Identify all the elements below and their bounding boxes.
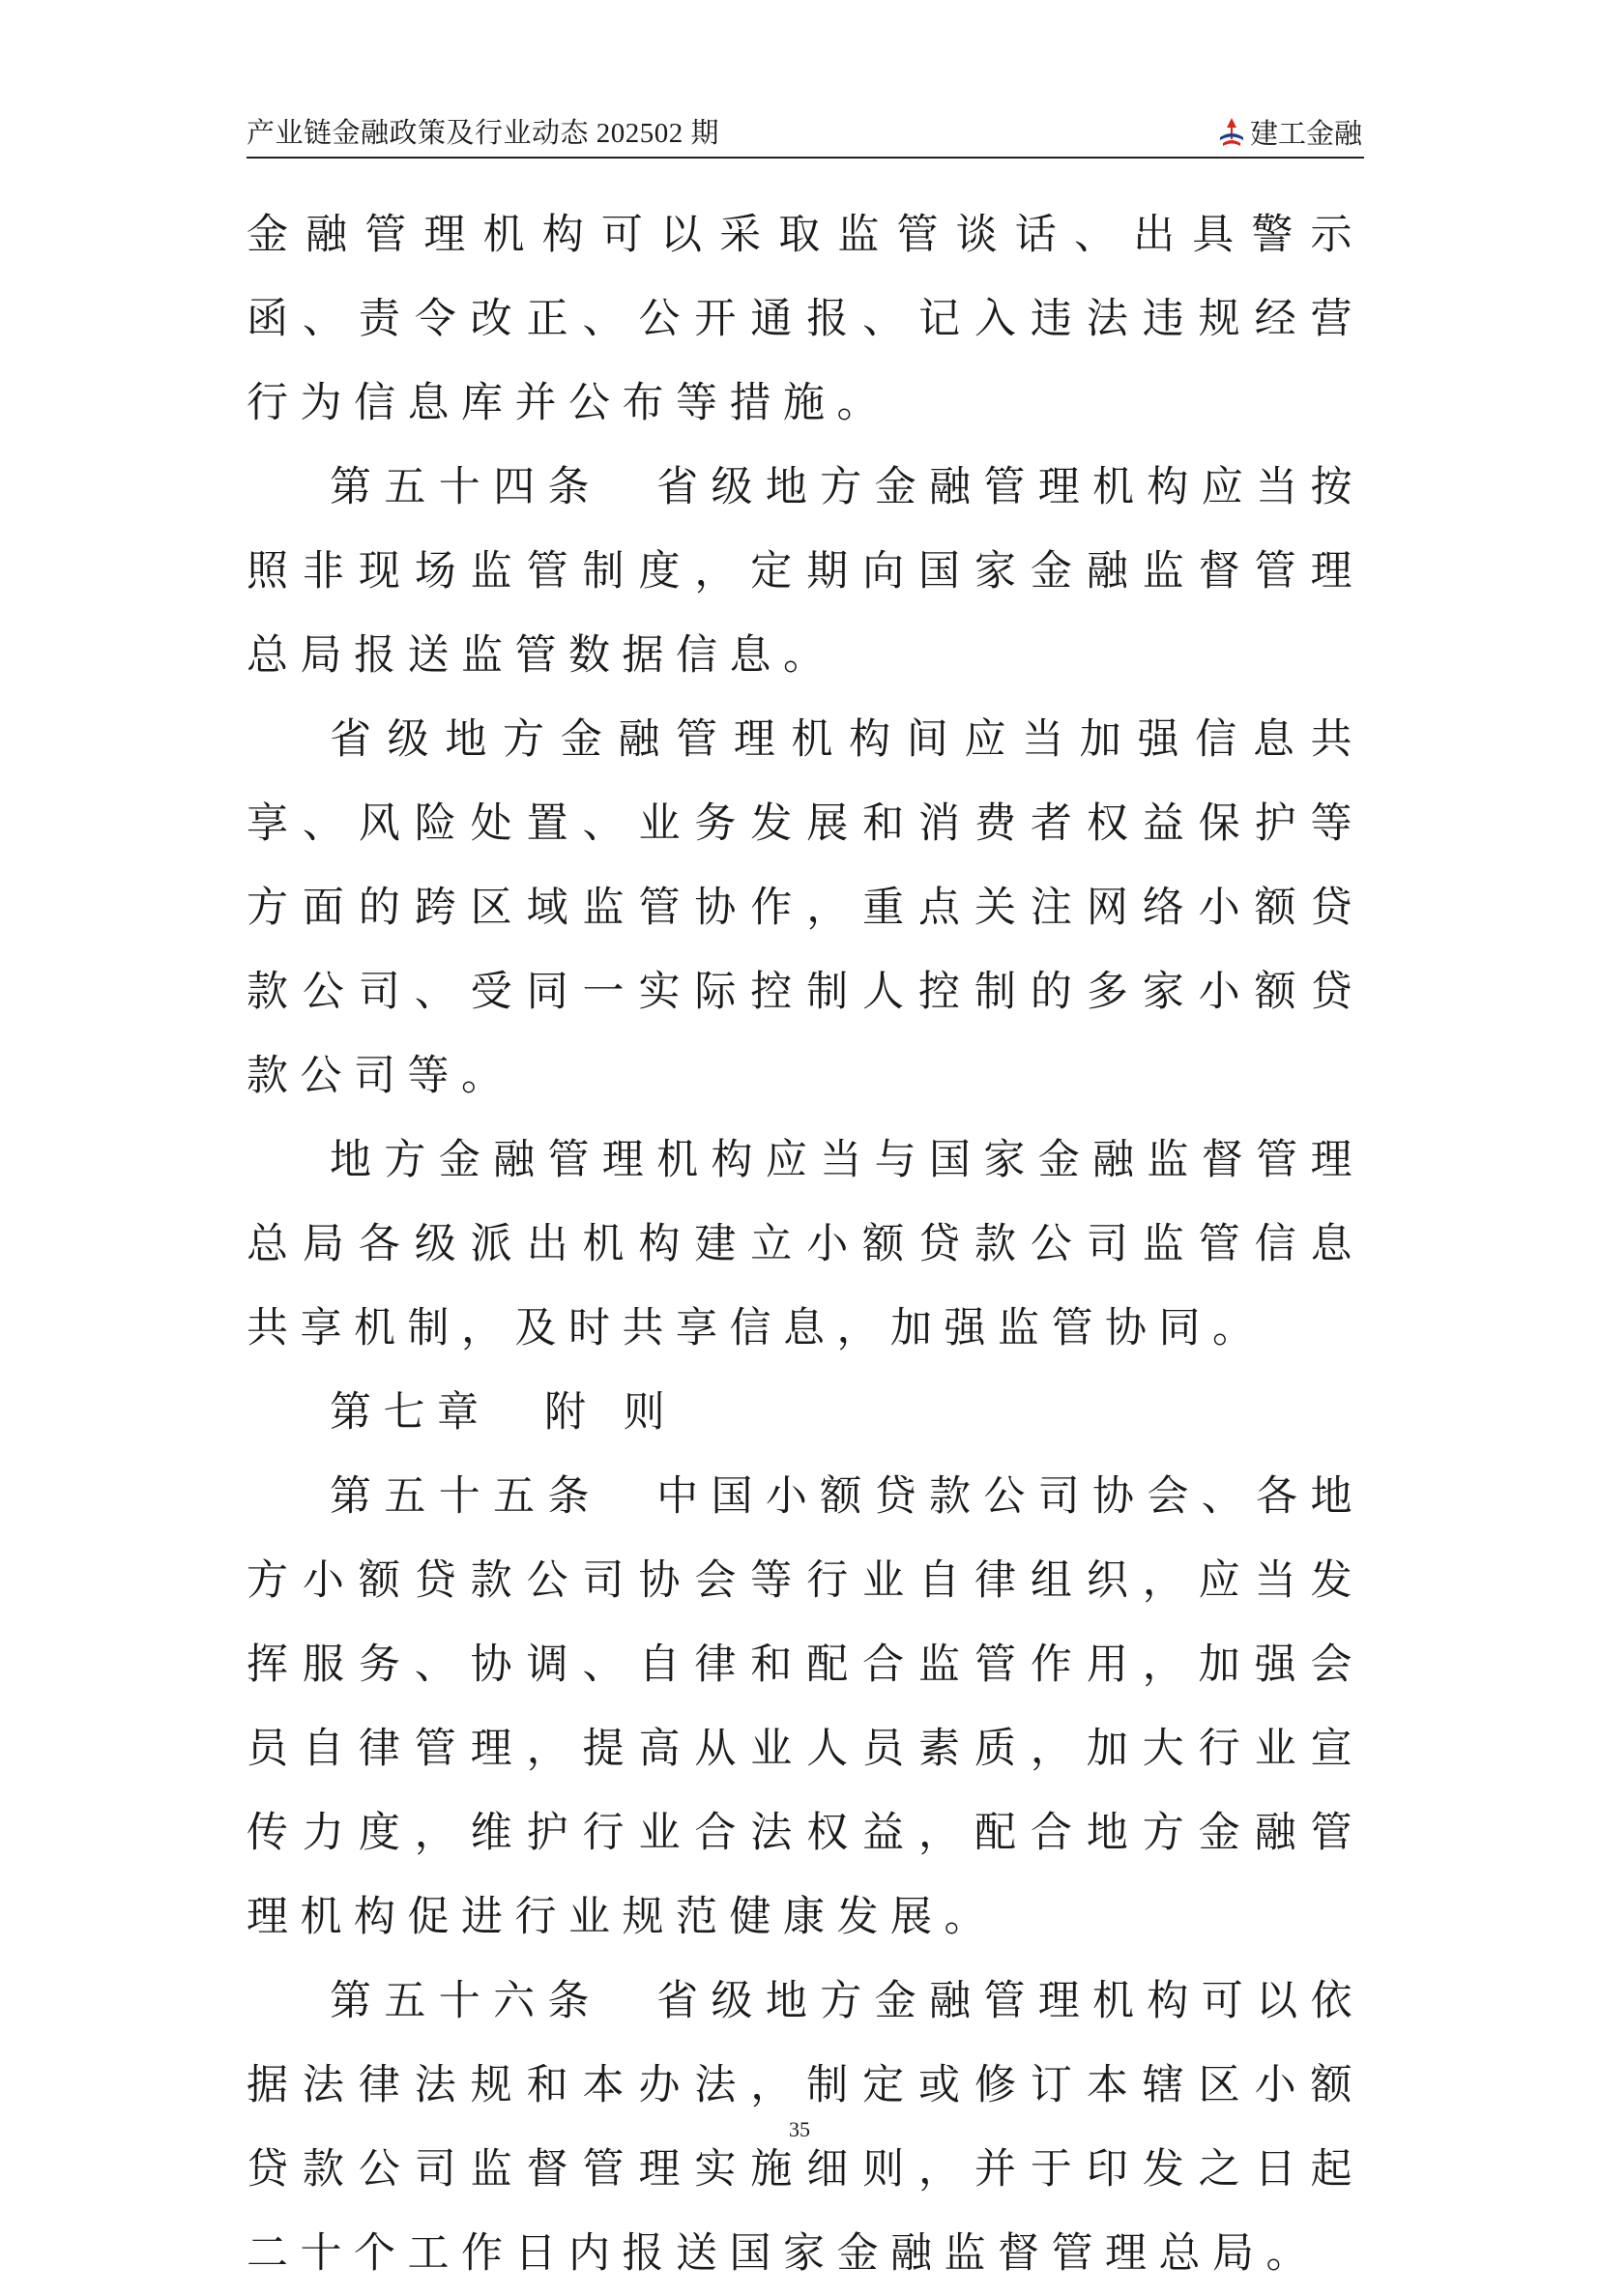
document-body	[247, 193, 1364, 2296]
page-number: 35	[789, 2117, 810, 2141]
article-55: 第五十五条 中国小额贷款公司协会、各地方小额贷款公司协会等行业自律组织，应当发挥服务、协调、自律和配合监管作用，加强会员自律管理，提高从业人员素质，加大行业宣传力度，维护行业合法权益，配合地方金融管理机构促进行业规范健康发展。	[247, 1472, 1364, 1941]
brand-name: 建工金融	[1249, 117, 1362, 150]
article-54: 第五十四条 省级地方金融管理机构应当按照非现场监管制度，定期向国家金融监督管理总局报送监管数据信息。	[247, 463, 1364, 680]
page-header	[247, 114, 1364, 159]
header-title: 产业链金融政策及行业动态 202502 期	[247, 118, 720, 149]
chapter-7-heading: 第七章 附 则	[330, 1388, 678, 1437]
paragraph-information-sharing: 地方金融管理机构应当与国家金融监督管理总局各级派出机构建立小额贷款公司监管信息共享机制，及时共享信息，加强监管协同。	[247, 1136, 1364, 1352]
brand	[1217, 114, 1362, 153]
paragraph-cross-region-cooperation: 省级地方金融管理机构间应当加强信息共享、风险处置、业务发展和消费者权益保护等方面的跨区域监管协作，重点关注网络小额贷款公司、受同一实际控制人控制的多家小额贷款公司等。	[247, 715, 1364, 1100]
article-56: 第五十六条 省级地方金融管理机构可以依据法律法规和本办法，制定或修订本辖区小额贷款公司监督管理实施细则，并于印发之日起二十个工作日内报送国家金融监督管理总局。	[247, 1977, 1364, 2278]
jiangong-finance-logo-icon	[1217, 116, 1246, 151]
paragraph-continuation: 金融管理机构可以采取监管谈话、出具警示函、责令改正、公开通报、记入违法违规经营行为信息库并公布等措施。	[247, 211, 1364, 427]
